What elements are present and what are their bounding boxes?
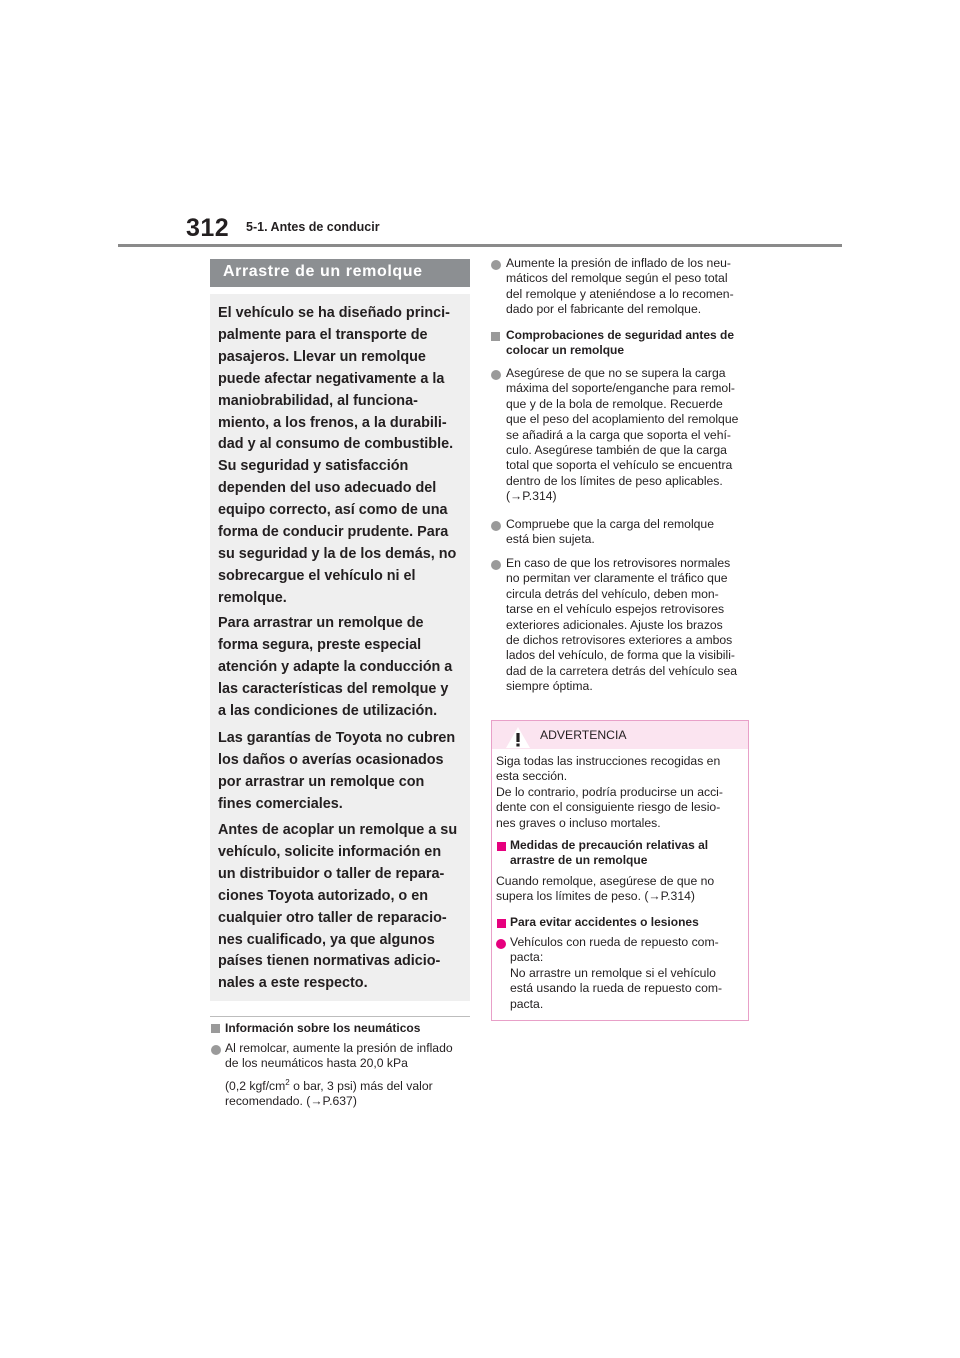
section-divider xyxy=(210,1016,470,1017)
warning-triangle-icon xyxy=(505,726,531,749)
page-title: Arrastre de un remolque xyxy=(223,263,423,280)
square-bullet-icon xyxy=(491,332,500,341)
bullet-icon xyxy=(491,370,501,380)
intro-paragraph-4: Antes de acoplar un remolque a su vehículo, solicite información en un distribuidor o taller de repara- ciones Toyota autorizado, o en cualquier otro taller de reparacio- nes cualificado, ya que algunos países tienen normativas adicio- nales a este respecto. xyxy=(218,822,458,992)
warning-bullet-1: Vehículos con rueda de repuesto com- pacta: No arrastre un remolque si el vehículo está usando la rueda de repuesto com- pacta. xyxy=(510,935,723,1011)
safety-checks-heading: Comprobaciones de seguridad antes de colocar un remolque xyxy=(506,328,735,358)
warning-heading-1: Medidas de precaución relativas al arrastre de un remolque xyxy=(510,838,709,868)
warning-paragraph-1: Cuando remolque, asegúrese de que no supera los límites de peso. (→P.314) xyxy=(496,874,715,904)
intro-paragraph-2: Para arrastrar un remolque de forma segura, preste especial atención y adapte la conducción a las características del remolque y a las condiciones de utilización. xyxy=(218,615,453,719)
page-number: 312 xyxy=(186,214,230,242)
square-bullet-icon xyxy=(497,842,506,851)
tires-text-cont: (0,2 kgf/$cm^2$ o bar, 3 psi) más del valor recomendado. (→P.637) xyxy=(225,1077,433,1109)
square-bullet-icon xyxy=(497,919,506,928)
bullet-icon xyxy=(211,1045,221,1055)
title-bar xyxy=(210,259,470,287)
warning-title: ADVERTENCIA xyxy=(540,728,627,742)
section-title: 5-1. Antes de conducir xyxy=(246,220,380,234)
intro-paragraph-3: Las garantías de Toyota no cubren los daños o averías ocasionados por arrastrar un remolque con fines comerciales. xyxy=(218,730,456,812)
tires-heading: Información sobre los neumáticos xyxy=(225,1021,421,1035)
header-rule xyxy=(118,244,842,247)
right-bullet-2: Asegúrese de que no se supera la carga máxima del soporte/enganche para remol- que y de la bola de remolque. Recuerde que el peso del acoplamiento del remolque se añadirá a la carga que soporta el vehí- culo. Asegúrese también de que la carga total que soporta el vehículo se encuentra dentro de los límites de peso aplicables. (→P.314) xyxy=(506,366,739,504)
square-bullet-icon xyxy=(211,1024,220,1033)
warning-intro: Siga todas las instrucciones recogidas en esta sección. De lo contrario, podría producirse un acci- dente con el consiguiente riesgo de lesio- nes graves o incluso mortales. xyxy=(496,754,723,830)
right-bullet-1: Aumente la presión de inflado de los neu- máticos del remolque según el peso total del remolque y ateniéndose a lo recomen- dado por el fabricante del remolque. xyxy=(506,256,734,317)
bullet-icon xyxy=(491,521,501,531)
bullet-icon xyxy=(491,560,501,570)
tires-text: Al remolcar, aumente la presión de inflado de los neumáticos hasta 20,0 kPa xyxy=(225,1041,453,1071)
right-bullet-4: En caso de que los retrovisores normales no permitan ver claramente el tráfico que circula detrás del vehículo, deben mon- tarse en el vehículo espejos retrovisores exteriores adicionales. Ajuste los brazos de dichos retrovisores exteriores a ambos lados del vehículo, de forma que la visibili- dad de la carretera detrás del vehículo sea siempre óptima. xyxy=(506,556,738,694)
bullet-icon xyxy=(496,939,506,949)
right-bullet-3: Compruebe que la carga del remolque está bien sujeta. xyxy=(506,517,714,547)
intro-paragraph-1: El vehículo se ha diseñado princi- palmente para el transporte de pasajeros. Llevar un remolque puede afectar negativamente a la maniobrabilidad, al funciona- miento, a los frenos, a la durabili- dad y al consumo de combustible. Su seguridad y satisfacción dependen del uso adecuado del equipo correcto, así como de una forma de conducir prudente. Para su seguridad y la de los demás, no sobrecargue el vehículo ni el remolque. xyxy=(218,305,457,606)
bullet-icon xyxy=(491,260,501,270)
warning-heading-2: Para evitar accidentes o lesiones xyxy=(510,915,699,929)
